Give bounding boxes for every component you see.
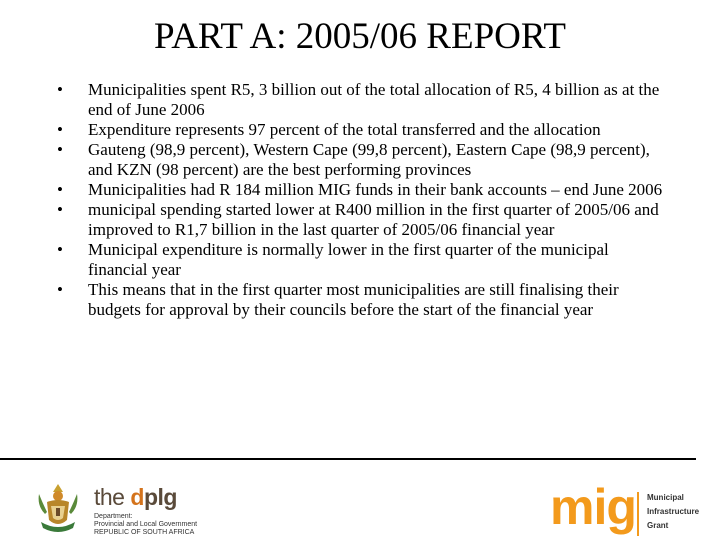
coat-of-arms-icon — [33, 482, 83, 536]
mig-line-grant: Grant — [647, 521, 669, 530]
dplg-logo-the: the — [94, 484, 131, 510]
footer-divider-left — [0, 458, 24, 460]
bullet-item: • Municipalities had R 184 million MIG funds in their bank accounts – end June 2006 — [54, 180, 664, 200]
mig-logo-text — [647, 491, 699, 533]
bullet-item: • This means that in the first quarter most municipalities are still finalising their budgets for approval by their councils before the start of the financial year — [54, 280, 664, 320]
mig-logo: mig — [550, 479, 636, 535]
mig-line-municipal: Municipal — [647, 493, 684, 502]
mig-line-infrastructure: Infrastructure — [647, 507, 700, 516]
dplg-country: REPUBLIC OF SOUTH AFRICA — [94, 529, 195, 536]
slide-title: PART A: 2005/06 REPORT — [154, 16, 566, 57]
bullet-item: • Expenditure represents 97 percent of the total transferred and the allocation — [54, 120, 664, 140]
dplg-department-name: Provincial and Local Government — [94, 521, 198, 528]
mig-divider — [637, 492, 639, 536]
dplg-department-label: Department: — [94, 513, 133, 520]
bullet-item: • Municipal expenditure is normally lower in the first quarter of the municipal financial year — [54, 240, 664, 280]
dplg-logo-d: d — [130, 484, 144, 510]
dplg-logo — [94, 484, 197, 537]
bullet-item: • Gauteng (98,9 percent), Western Cape (99,8 percent), Eastern Cape (98,9 percent), and KZN (98 percent) are the best performing provinces — [54, 140, 664, 180]
footer-divider — [24, 458, 696, 460]
bullet-item: • municipal spending started lower at R400 million in the first quarter of 2005/06 and improved to R1,7 billion in the last quarter of 2005/06 financial year — [54, 200, 664, 240]
dplg-logo-rest: plg — [143, 484, 177, 510]
bullet-item: • Municipalities spent R5, 3 billion out of the total allocation of R5, 4 billion as at the end of June 2006 — [54, 80, 664, 120]
bullet-list — [54, 80, 664, 320]
